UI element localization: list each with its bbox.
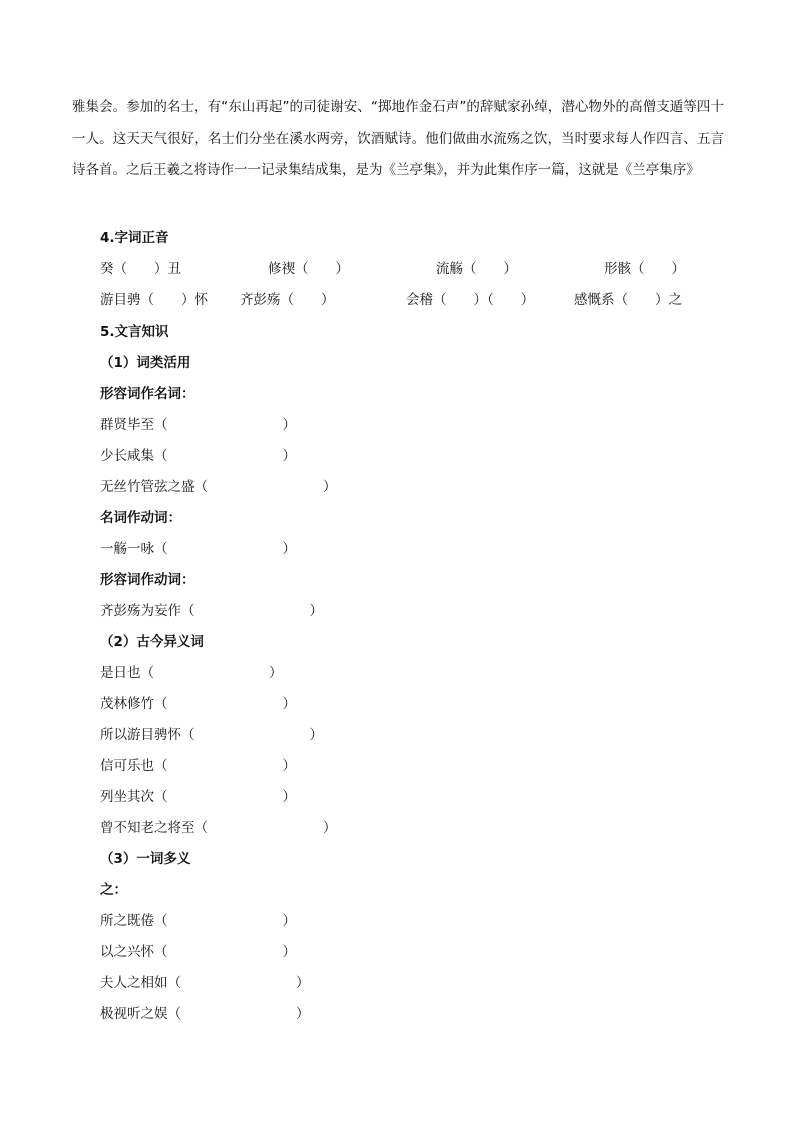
- pronunciation-row-2: [100, 290, 700, 310]
- intro-paragraph: 雅集会。参加的名士，有“东山再起”的司徒谢安、“掷地作金石声”的辞赋家孙绰，潜心物外的高僧支遁等四十一人。这天天气很好，名士们分坐在溪水两旁，饮酒赋诗。他们做曲水流殇之饮，当时要求每人作四言、五言诗各首。之后王羲之将诗作一一记录集结成集，是为《兰亭集》，并为此集作序一篇，这就是《兰亭集序》: [72, 99, 724, 178]
- group-label: 之：: [100, 882, 127, 898]
- section-4-title: 4.字词正音: [100, 230, 169, 246]
- fill-item: 一觞一咏（ ）: [100, 541, 296, 557]
- part-1-title: （1）词类活用: [100, 355, 191, 371]
- part-2-title: （2）古今异义词: [100, 634, 204, 650]
- fill-item: 少长咸集（ ）: [100, 448, 296, 464]
- fill-item: 群贤毕至（ ）: [100, 417, 296, 433]
- fill-item: 列坐其次（ ）: [100, 789, 296, 805]
- fill-item: 夫人之相如（ ）: [100, 975, 310, 991]
- pron-item: 流觞（ ）: [436, 261, 517, 277]
- group-label: 名词作动词：: [100, 510, 181, 526]
- fill-item: 以之兴怀（ ）: [100, 944, 296, 960]
- pronunciation-row-1: [100, 259, 700, 279]
- group-label: 形容词作动词：: [100, 572, 195, 588]
- fill-item: 所以游目骋怀（ ）: [100, 727, 323, 743]
- part-3-title: （3）一词多义: [100, 851, 191, 867]
- fill-item: 所之既倦（ ）: [100, 913, 296, 929]
- pron-item: 癸（ ）丑: [100, 261, 181, 277]
- fill-item: 齐彭殇为妄作（ ）: [100, 603, 323, 619]
- pron-item: 感慨系（ ）之: [574, 292, 682, 308]
- fill-item: 信可乐也（ ）: [100, 758, 296, 774]
- section-5-title: 5.文言知识: [100, 324, 169, 340]
- pron-item: 游目骋（ ）怀: [100, 292, 208, 308]
- fill-item: 是日也（ ）: [100, 665, 283, 681]
- fill-item: 茂林修竹（ ）: [100, 696, 296, 712]
- fill-item: 极视听之娱（ ）: [100, 1006, 310, 1022]
- fill-item: 曾不知老之将至（ ）: [100, 820, 337, 836]
- pron-item: 齐彭殇（ ）: [240, 292, 335, 308]
- fill-item: 无丝竹管弦之盛（ ）: [100, 479, 337, 495]
- pron-item: 修禊（ ）: [268, 261, 349, 277]
- group-label: 形容词作名词：: [100, 386, 195, 402]
- pron-item: 形骸（ ）: [604, 261, 685, 277]
- pron-item: 会稽（ ）（ ）: [406, 292, 535, 308]
